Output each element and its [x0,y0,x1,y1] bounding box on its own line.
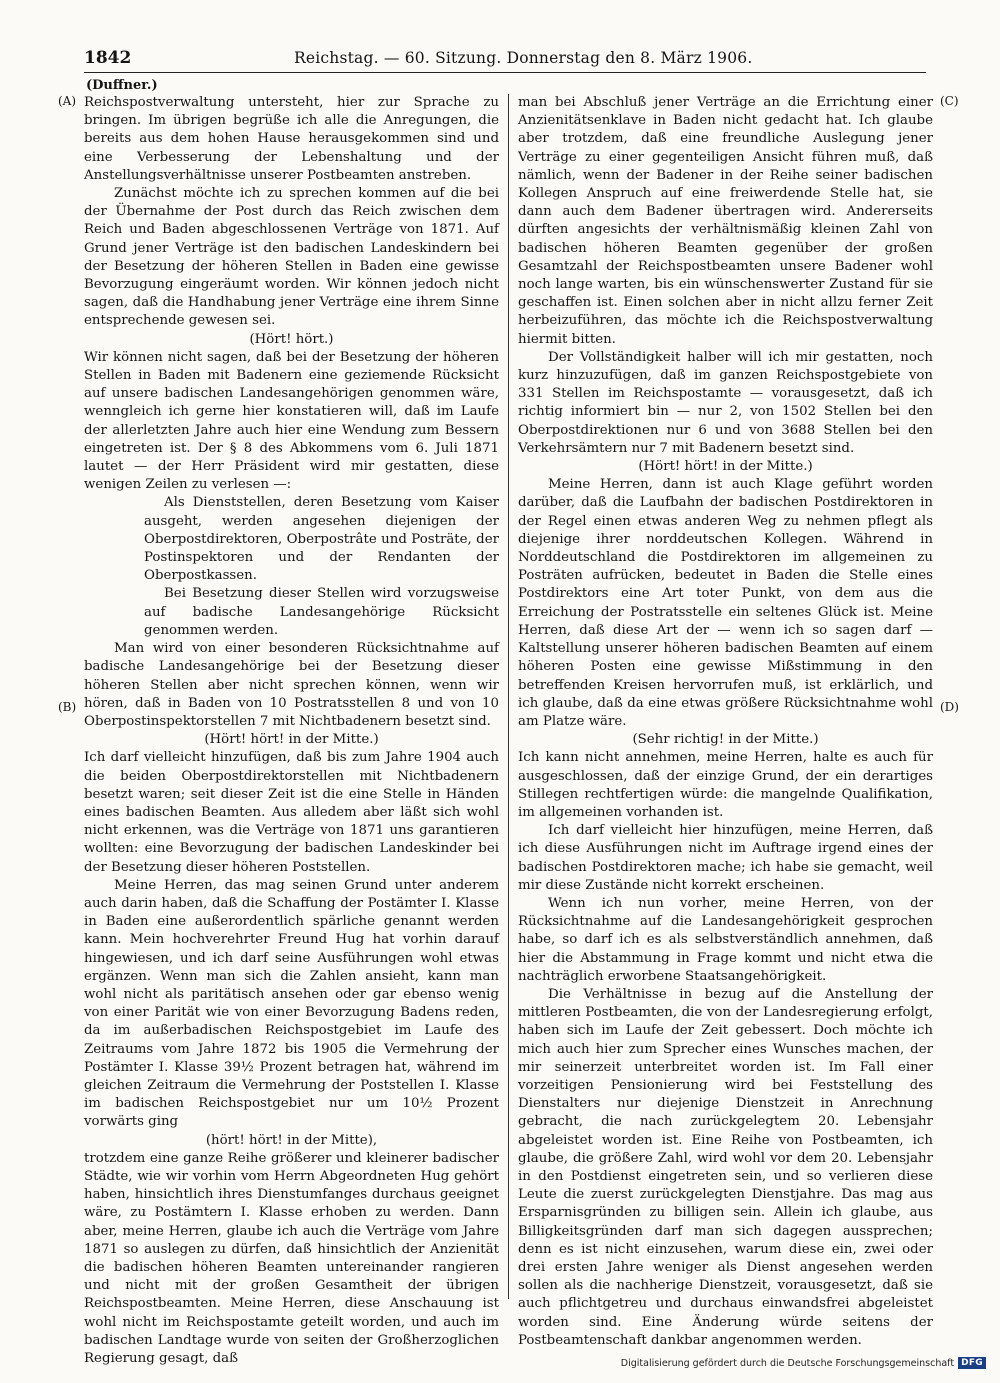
margin-marker-a: (A) [58,94,77,108]
margin-marker-b: (B) [58,700,77,714]
left-paragraph-12: trotzdem eine ganze Reihe größerer und kleinerer badischer Städte, wie wir vorhin vom Herrn Abgeordneten Hug gehört haben, hinsichtlich ihres Dienstumfanges durchaus geeignet wäre, zu Postämtern I. Klasse erhoben zu werden. Dann aber, meine Herren, glaube ich auch die Verträge vom Jahre 1871 so auslegen zu dürfen, daß hinsichtlich der Anzienität die badischen höheren Beamten untereinander rangieren und nicht mit der großen Gesamtheit der übrigen Reichspostbeamten. Meine Herren, diese Anschauung ist wohl nicht im Reichspostamte geteilt worden, und auch im badischen Landtage wurde von seiten der Großherzoglichen Regierung gesagt, daß [84,1150,499,1367]
margin-marker-c: (C) [940,94,959,108]
left-paragraph-9: Ich darf vielleicht hinzufügen, daß bis zum Jahre 1904 auch die beiden Oberpostdirektorstellen mit Nichtbadenern besetzt waren; seit dieser Zeit ist die eine Stelle in Händen eines badischen Beamten. Aus alledem aber läßt sich wohl nicht erkennen, was die Verträge von 1871 uns garantieren wollten: eine Bevorzugung der badischen Landeskinder bei der Besetzung dieser höheren Poststellen. [84,750,499,875]
right-paragraph-2: Der Vollständigkeit halber will ich mir gestatten, noch kurz hinzuzufügen, daß im ganzen Reichspostgebiete von 331 Stellen im Reichspostamte — vorausgesetzt, daß ich richtig informiert bin — nur 2, von 1502 Stellen bei den Oberpostdirektionen nur 6 und von 3688 Stellen bei den Verkehrsämtern nur 7 mit Badenern besetzt sind. [518,349,933,456]
dfg-logo: DFG [958,1357,986,1369]
right-paragraph-8: Wenn ich nun vorher, meine Herren, von der Rücksichtnahme auf die Landesangehörigkeit gesprochen habe, so darf ich es als selbstverständlich annehmen, daß hier die Abstammung in Frage kommt und nicht etwa die nachträglich erworbene Staatsangehörigkeit. [518,895,933,984]
right-paragraph-9: Die Verhältnisse in bezug auf die Anstellung der mittleren Postbeamten, die von der Landesregierung erfolgt, haben sich im Laufe der Zeit gebessert. Doch möchte ich mich auch hier zum Sprecher eines Wunsches machen, der mir seinerzeit unterbreitet worden ist. Im Fall einer vorzeitigen Pensionierung wird bei Feststellung des Dienstalters nur diejenige Dienstzeit in Anrechnung gebracht, die nach zurückgelegtem 20. Lebensjahr abgeleistet worden ist. Eine Reihe von Postbeamten, ich glaube, die größere Zahl, wird wohl vor dem 20. Lebensjahr in den Postdienst eingetreten sein, und so verlieren diese Leute die zuerst zurückgelegten Dienstjahre. Das mag aus Ersparnisgründen zu billigen sein. Allein ich glaube, aus Billigkeitsgründen darf man sich dagegen aussprechen; denn es ist nicht einzusehen, warum diese ein, zwei oder drei ersten Jahre weniger als Dienst angesehen werden sollen als die nachherige Dienstzeit, vorausgesetzt, daß sie auch pflichtgetreu und durchaus einwandsfrei abgeleistet worden sind. Eine Änderung würde seitens der Postbeamtenschaft dankbar angenommen werden. [518,986,933,1348]
right-paragraph-6: Ich kann nicht annehmen, meine Herren, halte es auch für ausgeschlossen, daß der einzige Grund, der ein derartiges Stillegen rechtfertigen würde: die mangelnde Qualifikation, im allgemeinen vorhanden ist. [518,750,933,820]
page-header [84,46,926,72]
header-rule [84,72,926,73]
left-paragraph-10: Meine Herren, das mag seinen Grund unter anderem auch darin haben, daß die Schaffung der Postämter I. Klasse in Baden eine außerordentlich spärliche genannt werden kann. Mein hochverehrter Freund Hug hat vorhin darauf hingewiesen, und ich darf seine Ausführungen wohl etwas ergänzen. Wenn man sich die Zahlen ansieht, kann man wohl nicht als paritätisch ansehen oder gar ebenso wenig von einer Parität wie von einer Bevorzugung Badens reden, da im außerbadischen Reichspostgebiet im Laufe des Zeitraums vom Jahre 1872 bis 1905 die Vermehrung der Postämter I. Klasse 39½ Prozent betragen hat, während im gleichen Zeitraum die Vermehrung der Poststellen I. Klasse im badischen Reichspostgebiet nur um 10½ Prozent vorwärts ging [84,877,499,1130]
right-interjection-5: (Sehr richtig! in der Mitte.) [632,732,819,748]
left-interjection-8: (Hört! hört! in der Mitte.) [204,732,379,748]
speaker-name: (Duffner.) [86,78,158,93]
margin-marker-d: (D) [940,700,959,714]
running-title: Reichstag. — 60. Sitzung. Donnerstag den 8. März 1906. [294,49,753,67]
right-paragraph-1: man bei Abschluß jener Verträge an die Errichtung einer Anzienitätsenklave in Baden nicht gedacht hat. Ich glaube aber trotzdem, daß eine freundliche Auslegung jener Verträge zu einer gegenteiligen Ansicht führen muß, daß nämlich, wenn der Badener in der Reihe seiner badischen Kollegen Anspruch auf eine freiwerdende Stelle hat, sie dann auch dem Badener übertragen wird. Andererseits dürften angesichts der verhältnismäßig kleinen Zahl von badischen höheren Beamten gegenüber der großen Gesamtzahl der Reichspostbeamten unsere Badener wohl noch lange warten, bis ein wünschenswerter Zustand für sie geschaffen ist. Einen solchen aber in nicht allzu ferner Zeit herbeizuführen, das möchte ich die Reichspostverwaltung hiermit bitten. [518,95,933,347]
left-column [84,94,499,1368]
page-number: 1842 [84,48,132,68]
left-paragraph-1: Reichspostverwaltung untersteht, hier zur Sprache zu bringen. Im übrigen begrüße ich alle die Anregungen, die bereits aus dem hohen Hause herausgekommen sind und eine Verbesserung der Lebenshaltung und der Anstellungsverhältnisse unserer Postbeamten anstreben. [84,95,499,183]
left-paragraph-4: Wir können nicht sagen, daß bei der Besetzung der höheren Stellen in Baden mit Badenern eine geziemende Rücksicht auf unsere badischen Landesangehörigen genommen wäre, wenngleich ich gerne hier konstatieren will, daß im Laufe der allerletzten Jahre auch hier eine Wendung zum Bessern eingetreten ist. Der § 8 des Abkommens vom 6. Juli 1871 lautet — der Herr Präsident wird mir gestatten, diese wenigen Zeilen zu verlesen —: [84,349,499,493]
footer-text: Digitalisierung gefördert durch die Deutsche Forschungsgemeinschaft [620,1357,955,1369]
column-divider [508,94,509,1299]
right-column [518,94,933,1350]
left-paragraph-7: Man wird von einer besonderen Rücksichtnahme auf badische Landesangehörige bei der Besetzung dieser höheren Stellen aber nicht sprechen können, wenn wir hören, daß in Baden von 10 Postratsstellen 8 und von 10 Oberpostinspektorstellen 7 mit Nichtbadenern besetzt sind. [84,641,499,729]
left-interjection-3: (Hört! hört.) [249,331,334,347]
right-paragraph-7: Ich darf vielleicht hier hinzufügen, meine Herren, daß ich diese Ausführungen nicht im Auftrage irgend eines der badischen Postdirektoren mache; ich habe sie gemacht, weil mir diese Zustände nicht korrekt erscheinen. [518,823,933,893]
right-paragraph-4: Meine Herren, dann ist auch Klage geführt worden darüber, daß die Laufbahn der badischen Postdirektoren in der Regel einen etwas anderen Weg zu nehmen pflegt als diejenige ihrer norddeutschen Kollegen. Während in Norddeutschland die Postdirektoren im allgemeinen zu Posträten aufrücken, bedeutet in Baden die Stelle eines Postdirektors eine Art toter Punkt, von dem aus die Erreichung der Postratsstelle ein seltenes Glück ist. Meine Herren, daß diese Art der — wenn ich so sagen darf — Kaltstellung unserer höheren badischen Beamten auf einem höheren Posten eine gewisse Mißstimmung in den betreffenden Kreisen hervorrufen muß, ist erklärlich, und ich glaube, daß da eine etwas größere Rücksichtnahme wohl am Platze wäre. [518,477,933,729]
footer [621,1357,986,1369]
left-interjection-11: (hört! hört! in der Mitte), [205,1132,378,1148]
left-quotation-5: Als Dienststellen, deren Besetzung vom Kaiser ausgeht, werden angesehen diejenigen der Oberpostdirektoren, Oberpostrâte und Posträte, der Postinspektoren und der Rendanten der Oberpostkassen. [144,495,499,584]
right-interjection-3: (Hört! hört! in der Mitte.) [638,459,813,475]
left-quotation-6: Bei Besetzung dieser Stellen wird vorzugsweise auf badische Landesangehörige Rücksicht genommen werden. [144,586,499,638]
left-paragraph-2: Zunächst möchte ich zu sprechen kommen auf die bei der Übernahme der Post durch das Reich zwischen dem Reich und Baden abgeschlossenen Verträge von 1871. Auf Grund jener Verträge ist den badischen Landeskindern bei der Besetzung der höheren Stellen in Baden eine gewisse Bevorzugung eingeräumt worden. Wir können jedoch nicht sagen, daß die Handhabung jener Verträge eine ihrem Sinne entsprechende gewesen sei. [84,186,499,329]
